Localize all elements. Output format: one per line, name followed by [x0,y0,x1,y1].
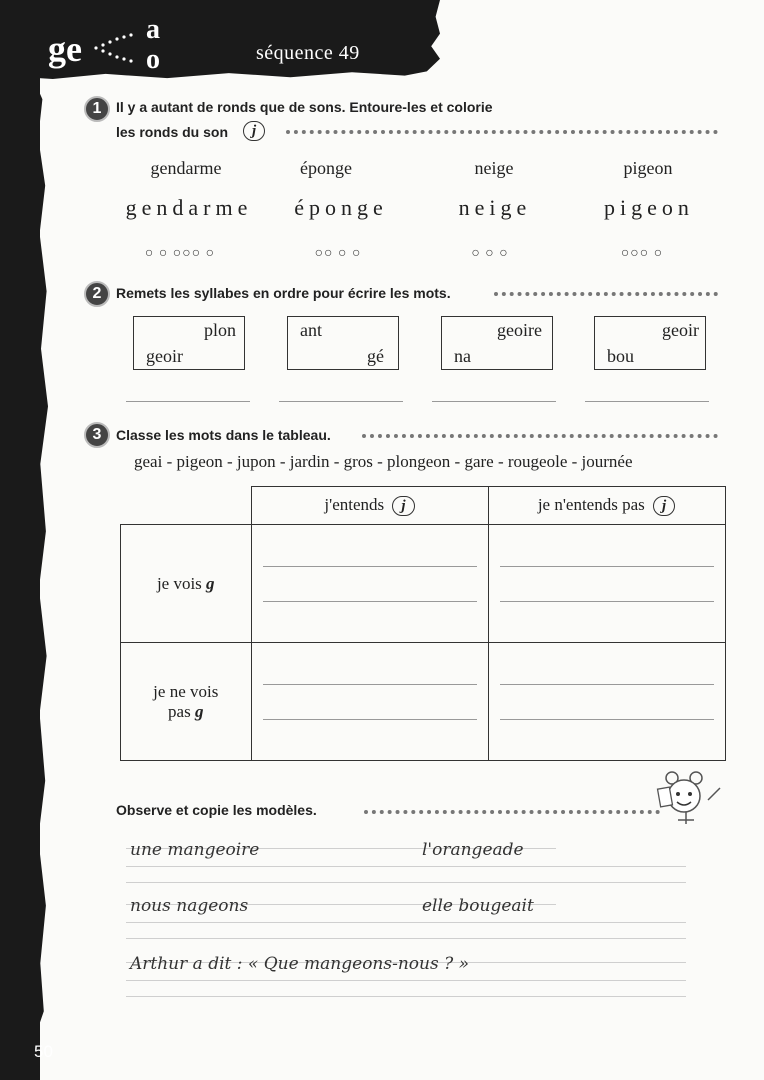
syllable-bottom: bou [607,346,634,366]
logo-a: a [146,14,160,45]
circles-3[interactable]: ○ ○ ○ [471,246,509,261]
col-header-n-entends-pas [488,487,725,525]
answer-line-2[interactable] [279,401,403,402]
torn-edge [34,80,48,1040]
write-line[interactable] [263,684,477,685]
ruled-line[interactable] [126,866,686,867]
dotted-leader [362,434,718,438]
classification-table [120,486,726,761]
logo-dots-icon [92,30,142,66]
syllable-bottom: gé [367,346,384,366]
dotted-leader [494,292,718,296]
syllable-box-3 [441,316,553,370]
ruled-line[interactable] [126,922,686,923]
copy-instruction: Observe et copie les modèles. [116,802,317,818]
row-label-text: pas [168,701,191,721]
word-3: neige [474,158,514,178]
exercise-3-instruction: Classe les mots dans le tableau. [116,427,331,443]
exercise-2-badge: 2 [84,281,110,307]
sound-j-badge: j [392,496,414,516]
exercise-2-instruction: Remets les syllabes en ordre pour écrire les mots. [116,285,451,301]
model-l-orangeade: l'orangeade [422,840,524,860]
syllable-top: geoir [662,320,699,340]
syllable-box-4 [594,316,706,370]
answer-line-3[interactable] [432,401,556,402]
girl-reading-icon [656,770,726,830]
ruled-line[interactable] [126,980,686,981]
word-spaced-1: gendarme [125,195,253,220]
letter-g: g [206,573,215,593]
exercise-1-instruction-line1: Il y a autant de ronds que de sons. Entoure-les et colorie [116,99,493,115]
write-line[interactable] [500,601,714,602]
sound-j-badge: j [653,496,675,516]
word-4: pigeon [623,158,673,178]
word-spaced-4: pigeon [604,195,694,220]
model-arthur-sentence: Arthur a dit : « Que mangeons-nous ? » [130,954,470,974]
cell-vois-n-entends-pas[interactable] [488,525,725,643]
row-label-text: je vois [156,573,202,593]
answer-line-4[interactable] [585,401,709,402]
circles-4[interactable]: ○○○ ○ [620,246,664,261]
page-number: 50 [34,1042,53,1061]
write-line[interactable] [500,684,714,685]
dotted-leader [286,130,718,134]
syllable-top: geoire [497,320,542,340]
row-label-text: je ne vois [153,681,219,701]
cell-vois-entends[interactable] [251,525,488,643]
word-1: gendarme [150,158,222,178]
cell-ne-vois-entends[interactable] [251,643,488,761]
letter-g: g [194,701,204,721]
syllable-top: plon [203,320,236,340]
word-spaced-3: neige [458,195,532,220]
syllable-top: ant [300,320,322,340]
word-spaced-2: éponge [294,195,388,220]
sound-j-badge: j [243,121,265,141]
write-line[interactable] [263,566,477,567]
word-list: geai - pigeon - jupon - jardin - gros - plongeon - gare - rougeole - journée [134,452,633,471]
row-label-je-vois [121,525,252,643]
model-nous-nageons: nous nageons [130,896,249,916]
model-une-mangeoire: une mangeoire [130,840,260,860]
circles-1[interactable]: ○ ○ ○○○ ○ [144,246,216,261]
write-line[interactable] [500,719,714,720]
col-header-label: je n'entends pas [537,495,645,514]
write-line[interactable] [263,719,477,720]
syllable-bottom: geoir [146,346,183,366]
syllable-box-1 [133,316,245,370]
logo-ge: ge [48,29,82,69]
ruled-line[interactable] [126,882,686,883]
write-line[interactable] [263,601,477,602]
col-header-entends [251,487,488,525]
sequence-title: séquence 49 [256,42,360,64]
ruled-line[interactable] [126,938,686,939]
write-line[interactable] [500,566,714,567]
table-corner [121,487,252,525]
cell-ne-vois-n-entends-pas[interactable] [488,643,725,761]
dotted-leader [364,810,660,814]
answer-line-1[interactable] [126,401,250,402]
col-header-label: j'entends [324,495,385,514]
circles-2[interactable]: ○○ ○ ○ [314,246,362,261]
row-label-je-ne-vois-pas [121,643,252,761]
exercise-1-badge: 1 [84,96,110,122]
syllable-bottom: na [454,346,471,366]
logo-o: o [146,44,160,75]
syllable-box-2 [287,316,399,370]
word-2: éponge [300,158,352,178]
exercise-3-badge: 3 [84,422,110,448]
ruled-line[interactable] [126,996,686,997]
exercise-1-instruction-line2: les ronds du son [116,124,229,140]
model-elle-bougeait: elle bougeait [422,896,534,916]
